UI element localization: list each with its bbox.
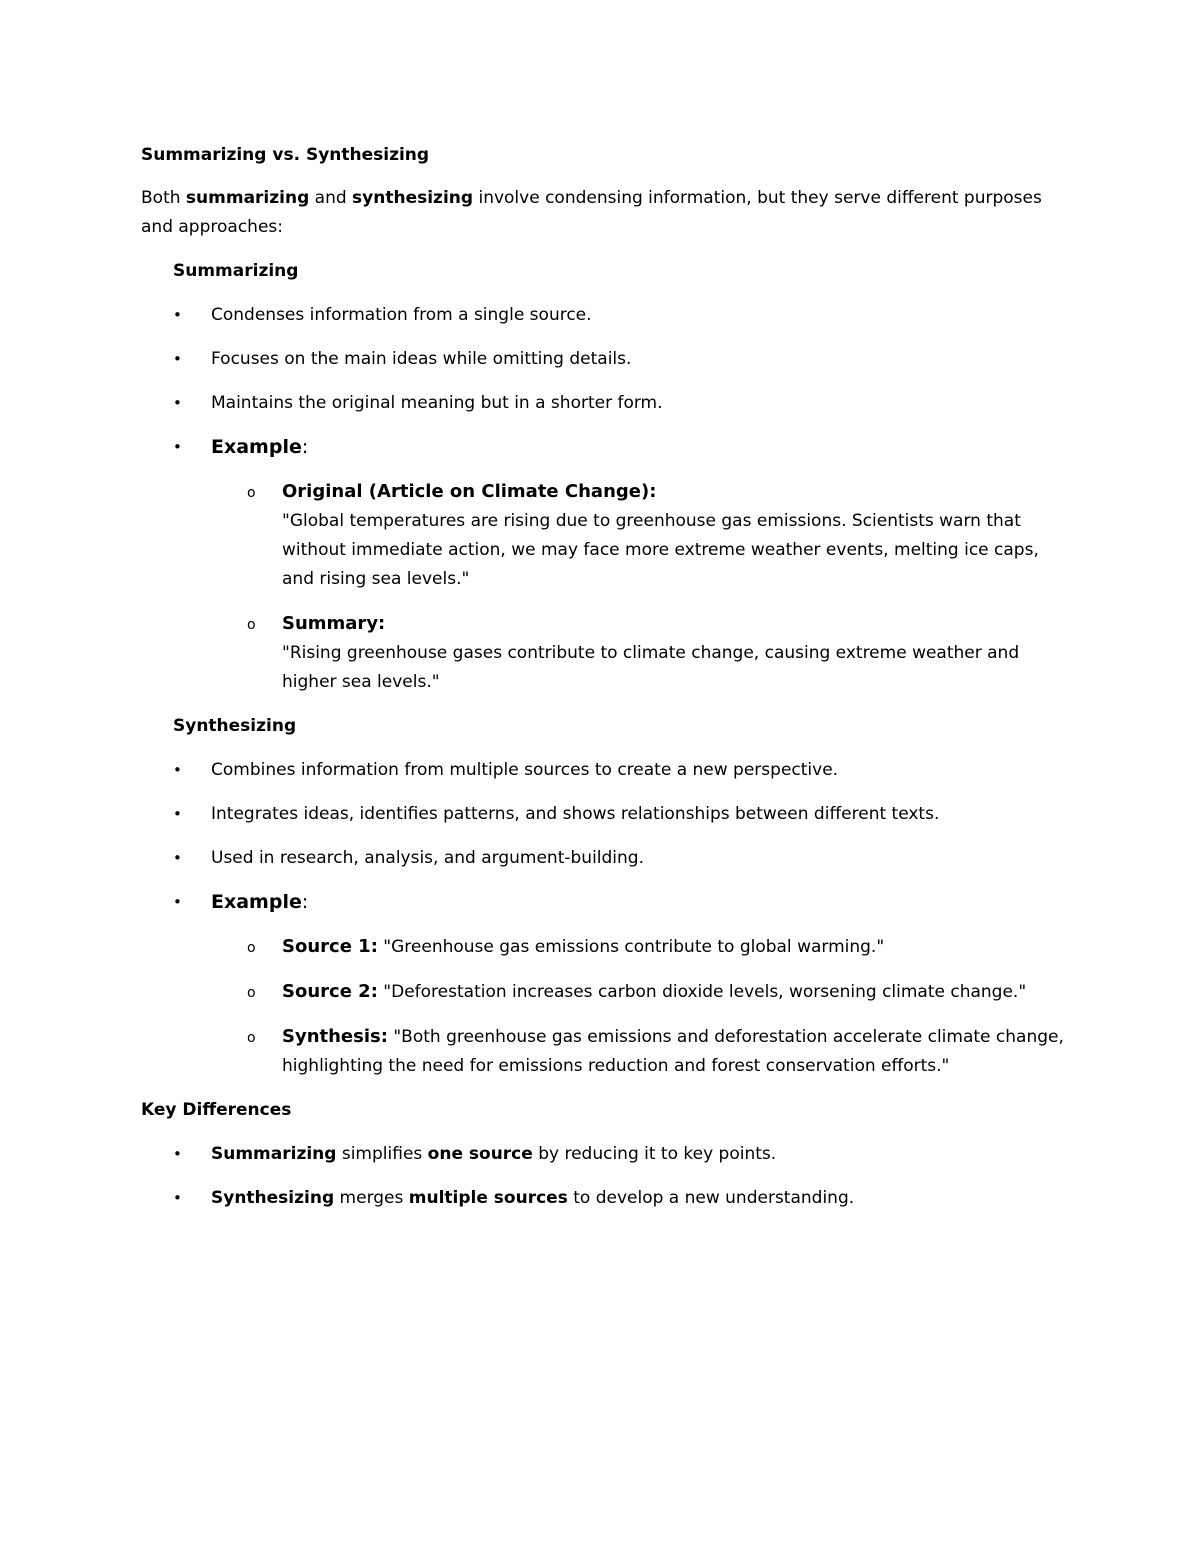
bullet-icon: •: [173, 761, 182, 779]
bullet-icon: •: [173, 306, 182, 324]
bullet-icon: •: [173, 805, 182, 823]
summarizing-heading: Summarizing: [173, 261, 299, 281]
list-item-text: by reducing it to key points.: [532, 1144, 777, 1164]
source-label: Source 1:: [282, 936, 378, 957]
list-item: [141, 1184, 1071, 1213]
document-title: Summarizing vs. Synthesizing: [141, 145, 430, 165]
list-item-text: merges: [334, 1188, 409, 1208]
list-item-text: Focuses on the main ideas while omitting details.: [211, 349, 632, 369]
sub-bullet-icon: o: [247, 485, 256, 501]
summary-label: Summary:: [282, 613, 386, 634]
list-item: [141, 800, 1071, 829]
bullet-icon: •: [173, 1189, 182, 1207]
bullet-icon: •: [173, 893, 182, 911]
bold-term: one source: [427, 1144, 533, 1164]
example-source-2: [141, 977, 1071, 1007]
key-differences-list: [141, 1140, 1071, 1213]
example-synthesis: [141, 1022, 1071, 1081]
example-label: Example: [211, 436, 302, 458]
example-colon: :: [301, 891, 309, 913]
list-item-text: Condenses information from a single source.: [211, 305, 592, 325]
intro-bold-term: summarizing: [185, 188, 310, 208]
example-source-1: [141, 932, 1071, 962]
list-item-text: to develop a new understanding.: [567, 1188, 855, 1208]
original-text: "Global temperatures are rising due to greenhouse gas emissions. Scientists warn that without immediate action, we may face more extreme weather events, melting ice caps, and rising sea levels.": [282, 511, 1039, 589]
source-label: Source 2:: [282, 981, 378, 1002]
intro-paragraph: [141, 184, 1071, 242]
list-item-text: Used in research, analysis, and argument-building.: [211, 848, 644, 868]
synthesizing-list: [141, 756, 1071, 917]
bullet-icon: •: [173, 1145, 182, 1163]
source-text: "Greenhouse gas emissions contribute to global warming.": [377, 937, 885, 957]
bullet-icon: •: [173, 849, 182, 867]
list-item: [141, 1140, 1071, 1169]
list-item-text: Maintains the original meaning but in a shorter form.: [211, 393, 663, 413]
summarizing-example-list: [141, 477, 1071, 697]
synthesis-label: Synthesis:: [282, 1026, 388, 1047]
list-item-text: simplifies: [336, 1144, 428, 1164]
list-item: [141, 844, 1071, 873]
synthesizing-example-item: [141, 888, 1071, 917]
sub-bullet-icon: o: [247, 1030, 256, 1046]
summarizing-list: [141, 301, 1071, 462]
summary-text: "Rising greenhouse gases contribute to climate change, causing extreme weather and higher sea levels.": [282, 643, 1020, 692]
list-item: [141, 301, 1071, 330]
list-item: [141, 756, 1071, 785]
list-item: [141, 345, 1071, 374]
bold-term: multiple sources: [408, 1188, 568, 1208]
original-label: Original (Article on Climate Change):: [282, 481, 657, 502]
example-colon: :: [301, 436, 309, 458]
summarizing-example-item: [141, 433, 1071, 462]
synthesizing-example-list: [141, 932, 1071, 1081]
example-original: [141, 477, 1071, 594]
intro-bold-term: synthesizing: [352, 188, 474, 208]
key-differences-heading: Key Differences: [141, 1100, 292, 1120]
intro-text: and: [309, 188, 353, 208]
sub-bullet-icon: o: [247, 940, 256, 956]
sub-bullet-icon: o: [247, 617, 256, 633]
example-label: Example: [211, 891, 302, 913]
bold-term: Synthesizing: [211, 1188, 335, 1208]
intro-text: Both: [141, 188, 186, 208]
bullet-icon: •: [173, 394, 182, 412]
list-item-text: Combines information from multiple sources to create a new perspective.: [211, 760, 839, 780]
bullet-icon: •: [173, 438, 182, 456]
bullet-icon: •: [173, 350, 182, 368]
list-item-text: Integrates ideas, identifies patterns, and shows relationships between different texts.: [211, 804, 940, 824]
synthesis-text: "Both greenhouse gas emissions and deforestation accelerate climate change, highlighting the need for emissions reduction and forest conservation efforts.": [282, 1027, 1064, 1076]
document-content: [141, 141, 1071, 1213]
intro-text: involve condensing information, but they serve different purposes and approaches:: [141, 188, 1042, 237]
sub-bullet-icon: o: [247, 985, 256, 1001]
bold-term: Summarizing: [211, 1144, 337, 1164]
synthesizing-heading: Synthesizing: [173, 716, 297, 736]
example-summary: [141, 609, 1071, 697]
list-item: [141, 389, 1071, 418]
source-text: "Deforestation increases carbon dioxide levels, worsening climate change.": [377, 982, 1027, 1002]
